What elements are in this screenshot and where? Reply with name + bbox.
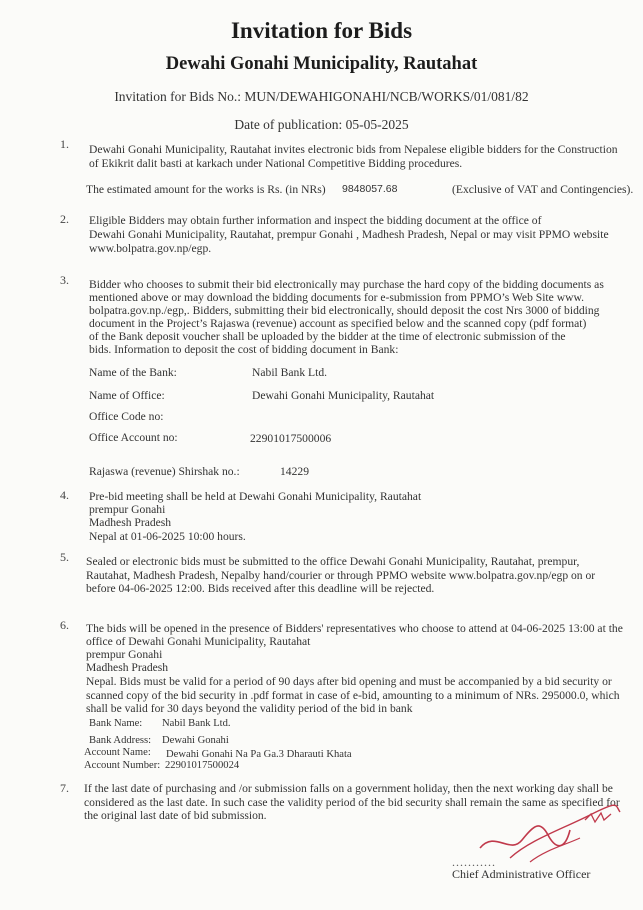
- item-3-line-1: Bidder who chooses to submit their bid electronically may purchase the hard copy of the bidding documents as: [89, 278, 604, 291]
- office-name-value: Dewahi Gonahi Municipality, Rautahat: [252, 389, 435, 402]
- bid-account-number-value: 22901017500024: [165, 760, 240, 771]
- bid-account-number-label: Account Number:: [84, 760, 161, 771]
- rajaswa-label: Rajaswa (revenue) Shirshak no.:: [89, 465, 240, 478]
- item-4-line-3: Madhesh Pradesh: [89, 516, 172, 529]
- item-4-line-2: prempur Gonahi: [89, 503, 166, 516]
- item-3-line-3: bolpatra.gov.np./egp,. Bidders, submitting their bid electronically, should deposit the cost Nrs 3000 of bidding: [89, 304, 600, 317]
- item-number-7: 7.: [60, 781, 69, 795]
- bid-bank-address-value: Dewahi Gonahi: [162, 735, 229, 746]
- item-6-line-1: The bids will be opened in the presence of Bidders' representatives who choose to attend at 04-06-2025 13:00 at the: [86, 622, 623, 635]
- page-title: Invitation for Bids: [230, 18, 413, 43]
- office-account-label: Office Account no:: [89, 431, 178, 444]
- item-6-line-6: scanned copy of the bid security in .pdf format in case of e-bid, amounting to a minimum of NRs. 295000.0, which: [86, 689, 620, 702]
- publication-date: Date of publication: 05-05-2025: [234, 117, 409, 132]
- item-3-line-2: mentioned above or may download the bidding documents for e-submission from PPMO’s Web Site www.: [89, 291, 584, 304]
- item-2-line-3: www.bolpatra.gov.np/egp.: [89, 242, 212, 255]
- bid-bank-name-value: Nabil Bank Ltd.: [162, 718, 231, 729]
- item-number-3: 3.: [60, 273, 69, 287]
- office-name-label: Name of Office:: [89, 389, 165, 402]
- bank-name-label: Name of the Bank:: [89, 366, 177, 379]
- bid-account-name-value: Dewahi Gonahi Na Pa Ga.3 Dharauti Khata: [166, 749, 352, 760]
- item-5-line-2: Rautahat, Madhesh Pradesh, Nepalby hand/courier or through PPMO website www.bolpatra.gov.np/egp on or: [86, 569, 596, 582]
- item-2-line-2: Dewahi Gonahi Municipality, Rautahat, prempur Gonahi , Madhesh Pradesh, Nepal or may visit PPMO website: [89, 228, 609, 241]
- item-7-line-1: If the last date of purchasing and /or submission falls on a government holiday, then the next working day shall be: [84, 782, 613, 795]
- item-7-line-3: the original last date of bid submission.: [84, 809, 267, 822]
- ifb-number: Invitation for Bids No.: MUN/DEWAHIGONAHI/NCB/WORKS/01/081/82: [114, 89, 529, 104]
- item-number-1: 1.: [60, 137, 69, 151]
- item-number-6: 6.: [60, 618, 69, 632]
- item-1-line-1: Dewahi Gonahi Municipality, Rautahat invites electronic bids from Nepalese eligible bidders for the Construction: [89, 143, 618, 156]
- item-6-line-4: Madhesh Pradesh: [86, 661, 169, 674]
- signature-dots: ...........: [452, 855, 496, 869]
- page-subtitle: Dewahi Gonahi Municipality, Rautahat: [165, 54, 478, 74]
- office-code-label: Office Code no:: [89, 410, 164, 423]
- bank-name-value: Nabil Bank Ltd.: [252, 366, 328, 379]
- item-number-4: 4.: [60, 488, 69, 502]
- item-1-line-2: of Ekikrit dalit basti at karkach under National Competitive Bidding procedures.: [89, 157, 463, 170]
- item-number-2: 2.: [60, 212, 69, 226]
- item-6-line-2: office of Dewahi Gonahi Municipality, Rautahat: [86, 635, 311, 648]
- bid-account-name-label: Account Name:: [84, 747, 151, 758]
- signatory-title: Chief Administrative Officer: [452, 867, 591, 881]
- estimated-amount-value: 9848057.68: [342, 183, 398, 195]
- item-2-line-1: Eligible Bidders may obtain further information and inspect the bidding document at the office of: [89, 214, 542, 227]
- rajaswa-value: 14229: [280, 465, 309, 478]
- item-3-line-5: of the Bank deposit voucher shall be uploaded by the bidder at the time of electronic submission of the: [89, 330, 566, 343]
- office-account-value: 22901017500006: [250, 432, 332, 445]
- item-6-line-3: prempur Gonahi: [86, 648, 163, 661]
- item-3-line-4: document in the Project’s Rajaswa (revenue) account as specified below and the scanned copy (pdf format): [89, 317, 587, 330]
- item-5-line-1: Sealed or electronic bids must be submitted to the office Dewahi Gonahi Municipality, Rautahat, prempur,: [86, 555, 580, 568]
- estimated-amount-note: (Exclusive of VAT and Contingencies).: [452, 183, 634, 196]
- item-7-line-2: considered as the last date. In such case the validity period of the bid security shall remain the same as specified for: [84, 796, 620, 809]
- item-6-line-7: shall be valid for 30 days beyond the validity period of the bid in bank: [86, 702, 413, 715]
- item-number-5: 5.: [60, 550, 69, 564]
- item-5-line-3: before 04-06-2025 12:00. Bids received after this deadline will be rejected.: [86, 582, 435, 595]
- bid-bank-address-label: Bank Address:: [89, 735, 152, 746]
- item-6-line-5: Nepal. Bids must be valid for a period of 90 days after bid opening and must be accompanied by a bid security or: [86, 675, 612, 688]
- bid-bank-name-label: Bank Name:: [89, 718, 143, 729]
- item-3-line-6: bids. Information to deposit the cost of bidding document in Bank:: [89, 343, 399, 356]
- item-4-line-4: Nepal at 01-06-2025 10:00 hours.: [89, 530, 246, 543]
- item-4-line-1: Pre-bid meeting shall be held at Dewahi Gonahi Municipality, Rautahat: [89, 490, 422, 503]
- estimated-amount-label: The estimated amount for the works is Rs. (in NRs): [86, 183, 326, 196]
